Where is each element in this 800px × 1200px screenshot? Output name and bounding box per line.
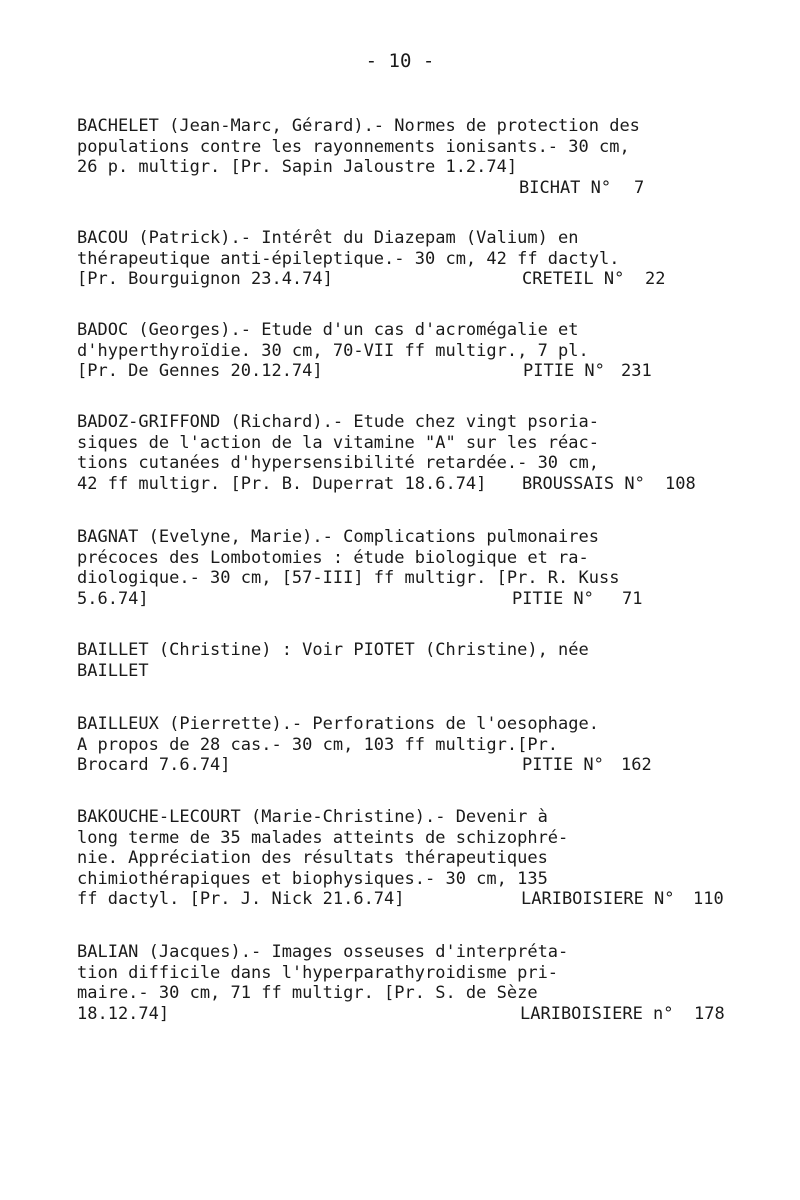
entry-line: BACOU (Patrick).- Intérêt du Diazepam (Valium) en [77,228,579,248]
thesis-entry [77,807,737,910]
entry-location: PITIE N° [523,361,605,381]
entry-line: chimiothérapiques et biophysiques.- 30 cm, 135 [77,868,548,889]
entry-line: thérapeutique anti-épileptique.- 30 cm, 42 ff dactyl. [77,248,620,269]
thesis-entry [77,640,737,681]
entry-line: long terme de 35 malades atteints de schizophré- [77,827,569,848]
thesis-entry [77,320,737,382]
entry-location: BICHAT N° [519,177,612,198]
entry-line: 18.12.74] [77,1003,170,1024]
page-number: - 10 - [365,50,435,72]
entry-line: tion difficile dans l'hyperparathyroidisme pri- [77,962,559,983]
entry-location: PITIE N° [512,588,594,609]
entry-line: [Pr. De Gennes 20.12.74] [77,361,323,381]
entry-location: LARIBOISIERE n° [520,1003,674,1024]
entry-line: siques de l'action de la vitamine "A" sur les réac- [77,432,599,453]
entry-line: ff dactyl. [Pr. J. Nick 21.6.74] [77,889,405,909]
entry-number: 108 [665,473,696,494]
entry-location: PITIE N° [522,755,604,775]
entry-line: BAILLET [77,660,149,681]
thesis-entry [77,714,737,776]
entry-line: BAGNAT (Evelyne, Marie).- Complications pulmonaires [77,527,599,547]
entry-location: CRETEIL N° [522,269,625,289]
entry-location: LARIBOISIERE N° [521,889,675,909]
thesis-entry [77,116,737,198]
entry-line: A propos de 28 cas.- 30 cm, 103 ff multigr.[Pr. [77,734,559,755]
entry-line: 26 p. multigr. [Pr. Sapin Jaloustre 1.2.74] [77,157,518,177]
entry-number: 71 [622,588,643,609]
entry-number: 231 [621,361,652,381]
entry-line: 42 ff multigr. [Pr. B. Duperrat 18.6.74] [77,473,487,494]
entry-line: BALIAN (Jacques).- Images osseuses d'interpréta- [77,942,569,962]
entry-number: 110 [693,889,724,909]
entry-line: 5.6.74] [77,588,149,609]
entry-line: maire.- 30 cm, 71 ff multigr. [Pr. S. de Sèze [77,983,538,1003]
entry-line: d'hyperthyroïdie. 30 cm, 70-VII ff multigr., 7 pl. [77,340,589,361]
entry-number: 162 [621,755,652,775]
thesis-entry [77,412,737,494]
entry-line: BADOC (Georges).- Etude d'un cas d'acromégalie et [77,320,579,340]
entry-line: BAILLET (Christine) : Voir PIOTET (Christine), née [77,640,589,660]
entry-number: 178 [694,1003,725,1024]
entry-number: 22 [645,269,666,289]
entry-line: nie. Appréciation des résultats thérapeutiques [77,848,548,868]
entry-location: BROUSSAIS N° [522,473,645,494]
entry-line: BADOZ-GRIFFOND (Richard).- Etude chez vingt psoria- [77,412,599,432]
entry-line: [Pr. Bourguignon 23.4.74] [77,269,333,289]
entry-line: précoces des Lombotomies : étude biologique et ra- [77,547,589,568]
entry-line: populations contre les rayonnements ionisants.- 30 cm, [77,136,630,157]
thesis-entry [77,942,737,1024]
thesis-entry [77,527,737,609]
entry-number: 7 [634,177,645,198]
entry-line: Brocard 7.6.74] [77,755,231,775]
entry-line: BAILLEUX (Pierrette).- Perforations de l'oesophage. [77,714,599,734]
entry-line: tions cutanées d'hypersensibilité retardée.- 30 cm, [77,453,599,473]
entry-line: diologique.- 30 cm, [57-III] ff multigr. [Pr. R. Kuss [77,568,620,588]
entry-line: BAKOUCHE-LECOURT (Marie-Christine).- Devenir à [77,807,548,827]
entry-line: BACHELET (Jean-Marc, Gérard).- Normes de protection des [77,116,640,136]
thesis-entry [77,228,737,290]
